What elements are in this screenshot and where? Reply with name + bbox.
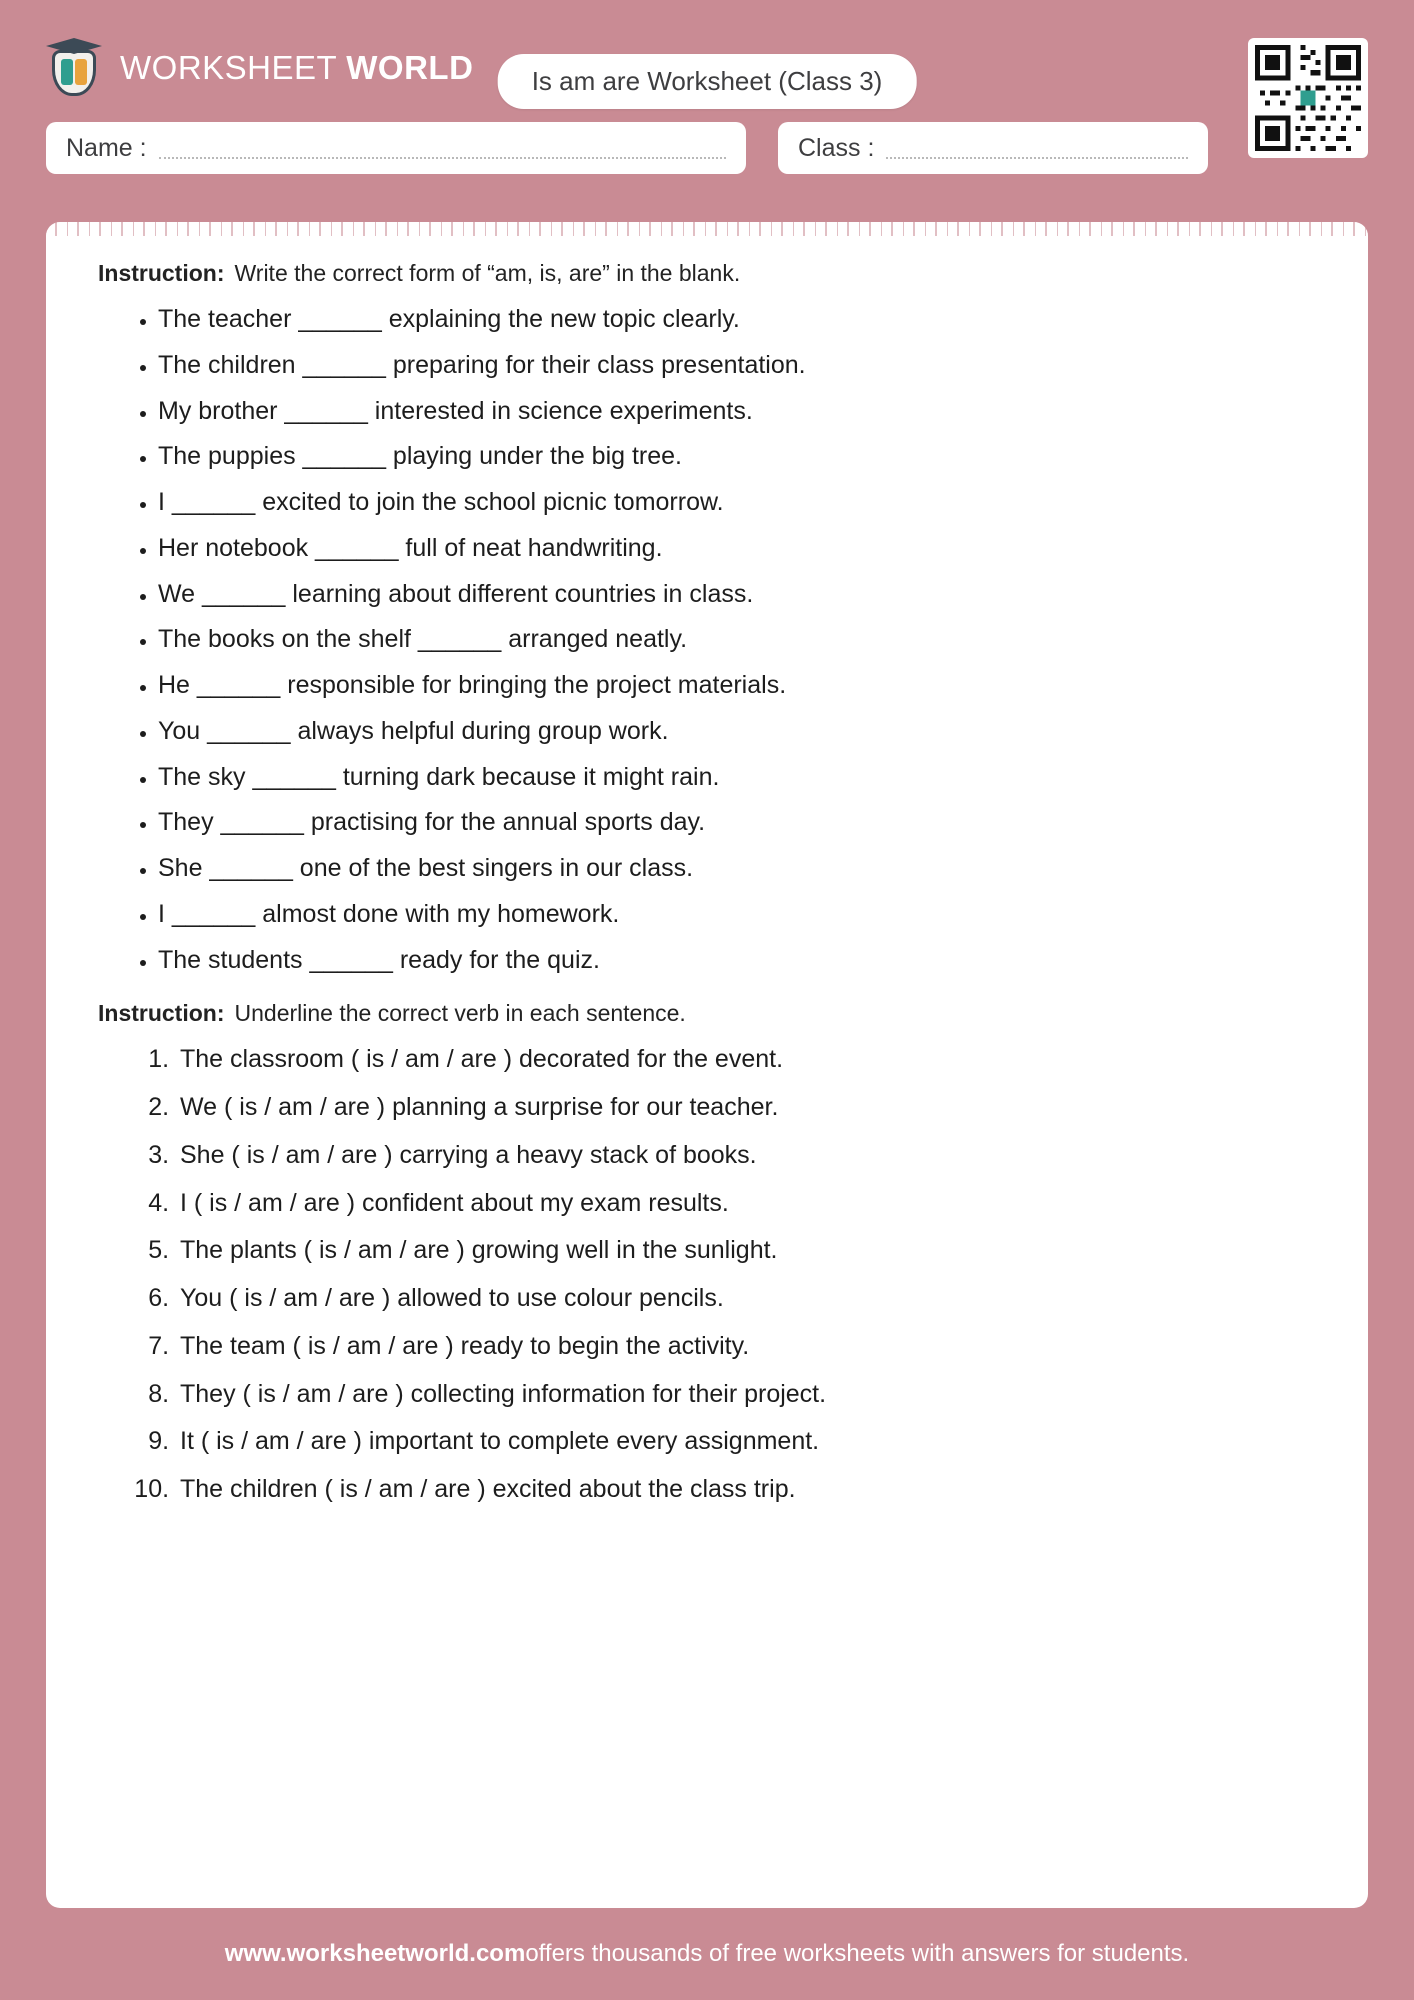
list-item: • My brother ______ interested in science experiments. (158, 397, 1328, 426)
qr-code-icon[interactable] (1248, 38, 1368, 158)
brand-title-suffix: WORLD (346, 49, 474, 86)
list-item: • The sky ______ turning dark because it might rain. (158, 763, 1328, 792)
list-item: • The children ______ preparing for their class presentation. (158, 351, 1328, 380)
list-item: • You ______ always helpful during group work. (158, 717, 1328, 746)
name-input[interactable] (159, 137, 726, 159)
worksheet-body (46, 222, 1368, 1908)
name-label: Name : (66, 133, 147, 162)
list-item: • She ______ one of the best singers in our class. (158, 854, 1328, 883)
section2-instruction-label: Instruction: (98, 1000, 225, 1027)
list-item: 10. The children ( is / am / are ) excited about the class trip. (176, 1475, 1328, 1504)
list-item: • The puppies ______ playing under the big tree. (158, 442, 1328, 471)
section2-instruction-text: Underline the correct verb in each sentence. (234, 1000, 686, 1027)
footer-text: offers thousands of free worksheets with answers for students. (525, 1940, 1190, 1967)
section1-instruction-text: Write the correct form of “am, is, are” in the blank. (234, 260, 741, 286)
class-field[interactable] (778, 122, 1208, 174)
section1-instruction (98, 260, 1328, 287)
section2-list (120, 1045, 1328, 1504)
name-field[interactable] (46, 122, 746, 174)
list-item: 1. The classroom ( is / am / are ) decorated for the event. (176, 1045, 1328, 1074)
section1-list (110, 305, 1328, 974)
list-item: 9. It ( is / am / are ) important to complete every assignment. (176, 1427, 1328, 1456)
list-item: 2. We ( is / am / are ) planning a surprise for our teacher. (176, 1093, 1328, 1122)
list-item: 7. The team ( is / am / are ) ready to begin the activity. (176, 1332, 1328, 1361)
page-footer (0, 1908, 1414, 2000)
list-item: • I ______ almost done with my homework. (158, 900, 1328, 929)
list-item: • They ______ practising for the annual sports day. (158, 808, 1328, 837)
list-item: 6. You ( is / am / are ) allowed to use colour pencils. (176, 1284, 1328, 1313)
list-item: • We ______ learning about different countries in class. (158, 580, 1328, 609)
brand-title-prefix: WORKSHEET (120, 49, 347, 86)
list-item: 3. She ( is / am / are ) carrying a heavy stack of books. (176, 1141, 1328, 1170)
footer-site[interactable]: www.worksheetworld.com (224, 1940, 526, 1967)
list-item: • The books on the shelf ______ arranged neatly. (158, 625, 1328, 654)
section2-instruction (98, 1000, 1328, 1027)
list-item: 4. I ( is / am / are ) confident about my exam results. (176, 1189, 1328, 1218)
brand-title (120, 49, 473, 87)
list-item: 5. The plants ( is / am / are ) growing well in the sunlight. (176, 1236, 1328, 1265)
worksheet-title: Is am are Worksheet (Class 3) (498, 54, 917, 109)
list-item: • The teacher ______ explaining the new topic clearly. (158, 305, 1328, 334)
list-item: • The students ______ ready for the quiz. (158, 946, 1328, 975)
page-header (0, 0, 1414, 218)
section1-instruction-label: Instruction: (98, 260, 225, 286)
class-label: Class : (798, 133, 875, 162)
list-item: • Her notebook ______ full of neat handwriting. (158, 534, 1328, 563)
student-fields (46, 122, 1368, 174)
list-item: • I ______ excited to join the school picnic tomorrow. (158, 488, 1328, 517)
class-input[interactable] (886, 137, 1188, 159)
list-item: 8. They ( is / am / are ) collecting information for their project. (176, 1380, 1328, 1409)
list-item: • He ______ responsible for bringing the project materials. (158, 671, 1328, 700)
graduation-cap-shield-icon (46, 38, 102, 98)
